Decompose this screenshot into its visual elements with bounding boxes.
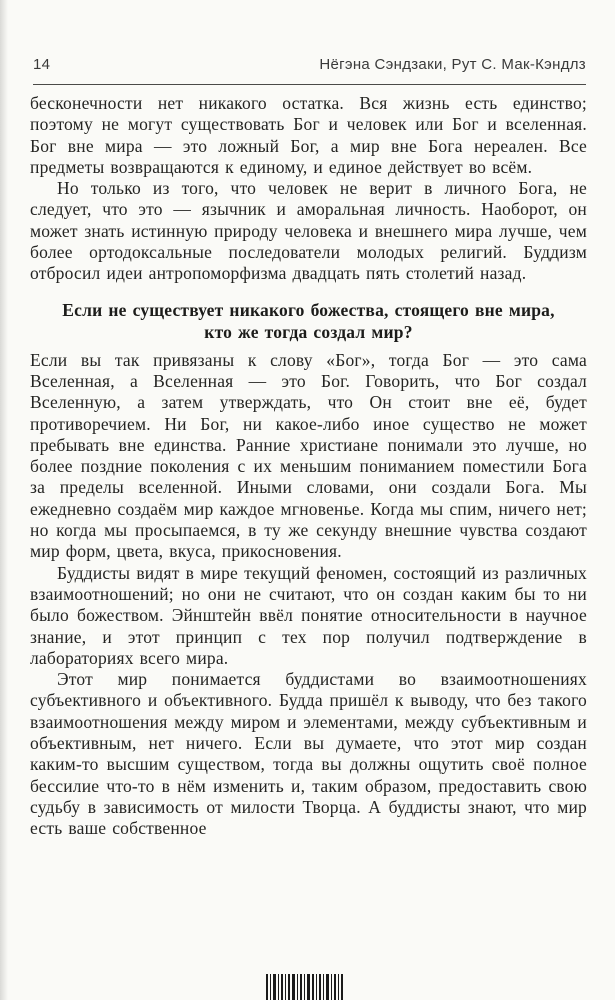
paragraph: Буддисты видят в мире текущий феномен, состоящий из различных взаимоотношений; но они не считают, что он создан каким бы то ни было божеством. Эйнштейн ввёл понятие относительности в научное знание, и этот принцип с тех пор получил подтверждение в лабораториях всего мира. bbox=[30, 562, 587, 668]
page-body-text bbox=[30, 93, 587, 840]
header-authors: Нёгэна Сэндзаки, Рут С. Мак-Кэндлз bbox=[319, 56, 586, 73]
paragraph: Но только из того, что человек не верит в личного Бога, не следует, что это — язычник и аморальная личность. Наоборот, он может знать истинную природу человека и внешнего мира лучше, чем более ортодоксальные последователи молодых религий. Буддизм отбросил идеи антропоморфизма двадцать пять столетий назад. bbox=[30, 178, 587, 284]
running-header bbox=[33, 56, 586, 73]
section-heading: Если не существует никакого божества, стоящего вне мира, кто же тогда создал мир? bbox=[62, 299, 555, 342]
page-number: 14 bbox=[33, 56, 51, 73]
scan-edge-shadow bbox=[0, 0, 8, 1000]
barcode-icon bbox=[266, 974, 346, 1000]
paragraph: Этот мир понимается буддистами во взаимоотношениях субъективного и объективного. Будда пришёл к выводу, что без такого взаимоотношения между миром и элементами, между субъективным и объективным, нет ничего. Если вы думаете, что этот мир создан каким-то высшим существом, тогда вы должны ощутить своё полное бессилие что-то в нём изменить и, таким образом, предоставить свою судьбу в зависимость от милости Творца. А буддисты знают, что мир есть ваше собственное bbox=[30, 669, 587, 839]
paragraph: бесконечности нет никакого остатка. Вся жизнь есть единство; поэтому не могут существовать Бог и человек или Бог и вселенная. Бог вне мира — это ложный Бог, а мир вне Бога нереален. Все предметы возвращаются к единому, и единое действует во всём. bbox=[30, 93, 587, 177]
header-divider bbox=[33, 84, 586, 85]
paragraph: Если вы так привязаны к слову «Бог», тогда Бог — это сама Вселенная, а Вселенная — это Бог. Говорить, что Бог создал Вселенную, а затем утверждать, что Он стоит вне её, будет противоречием. Ни Бог, ни какое-либо иное существо не может пребывать вне единства. Ранние христиане понимали это лучше, но более поздние поколения с их меньшим пониманием поместили Бога за пределы вселенной. Иными словами, они создали Бога. Мы ежедневно создаём мир каждое мгновенье. Когда мы спим, ничего нет; но когда мы просыпаемся, в ту же секунду внешние чувства создают мир форм, цвета, вкуса, прикосновения. bbox=[30, 349, 587, 562]
